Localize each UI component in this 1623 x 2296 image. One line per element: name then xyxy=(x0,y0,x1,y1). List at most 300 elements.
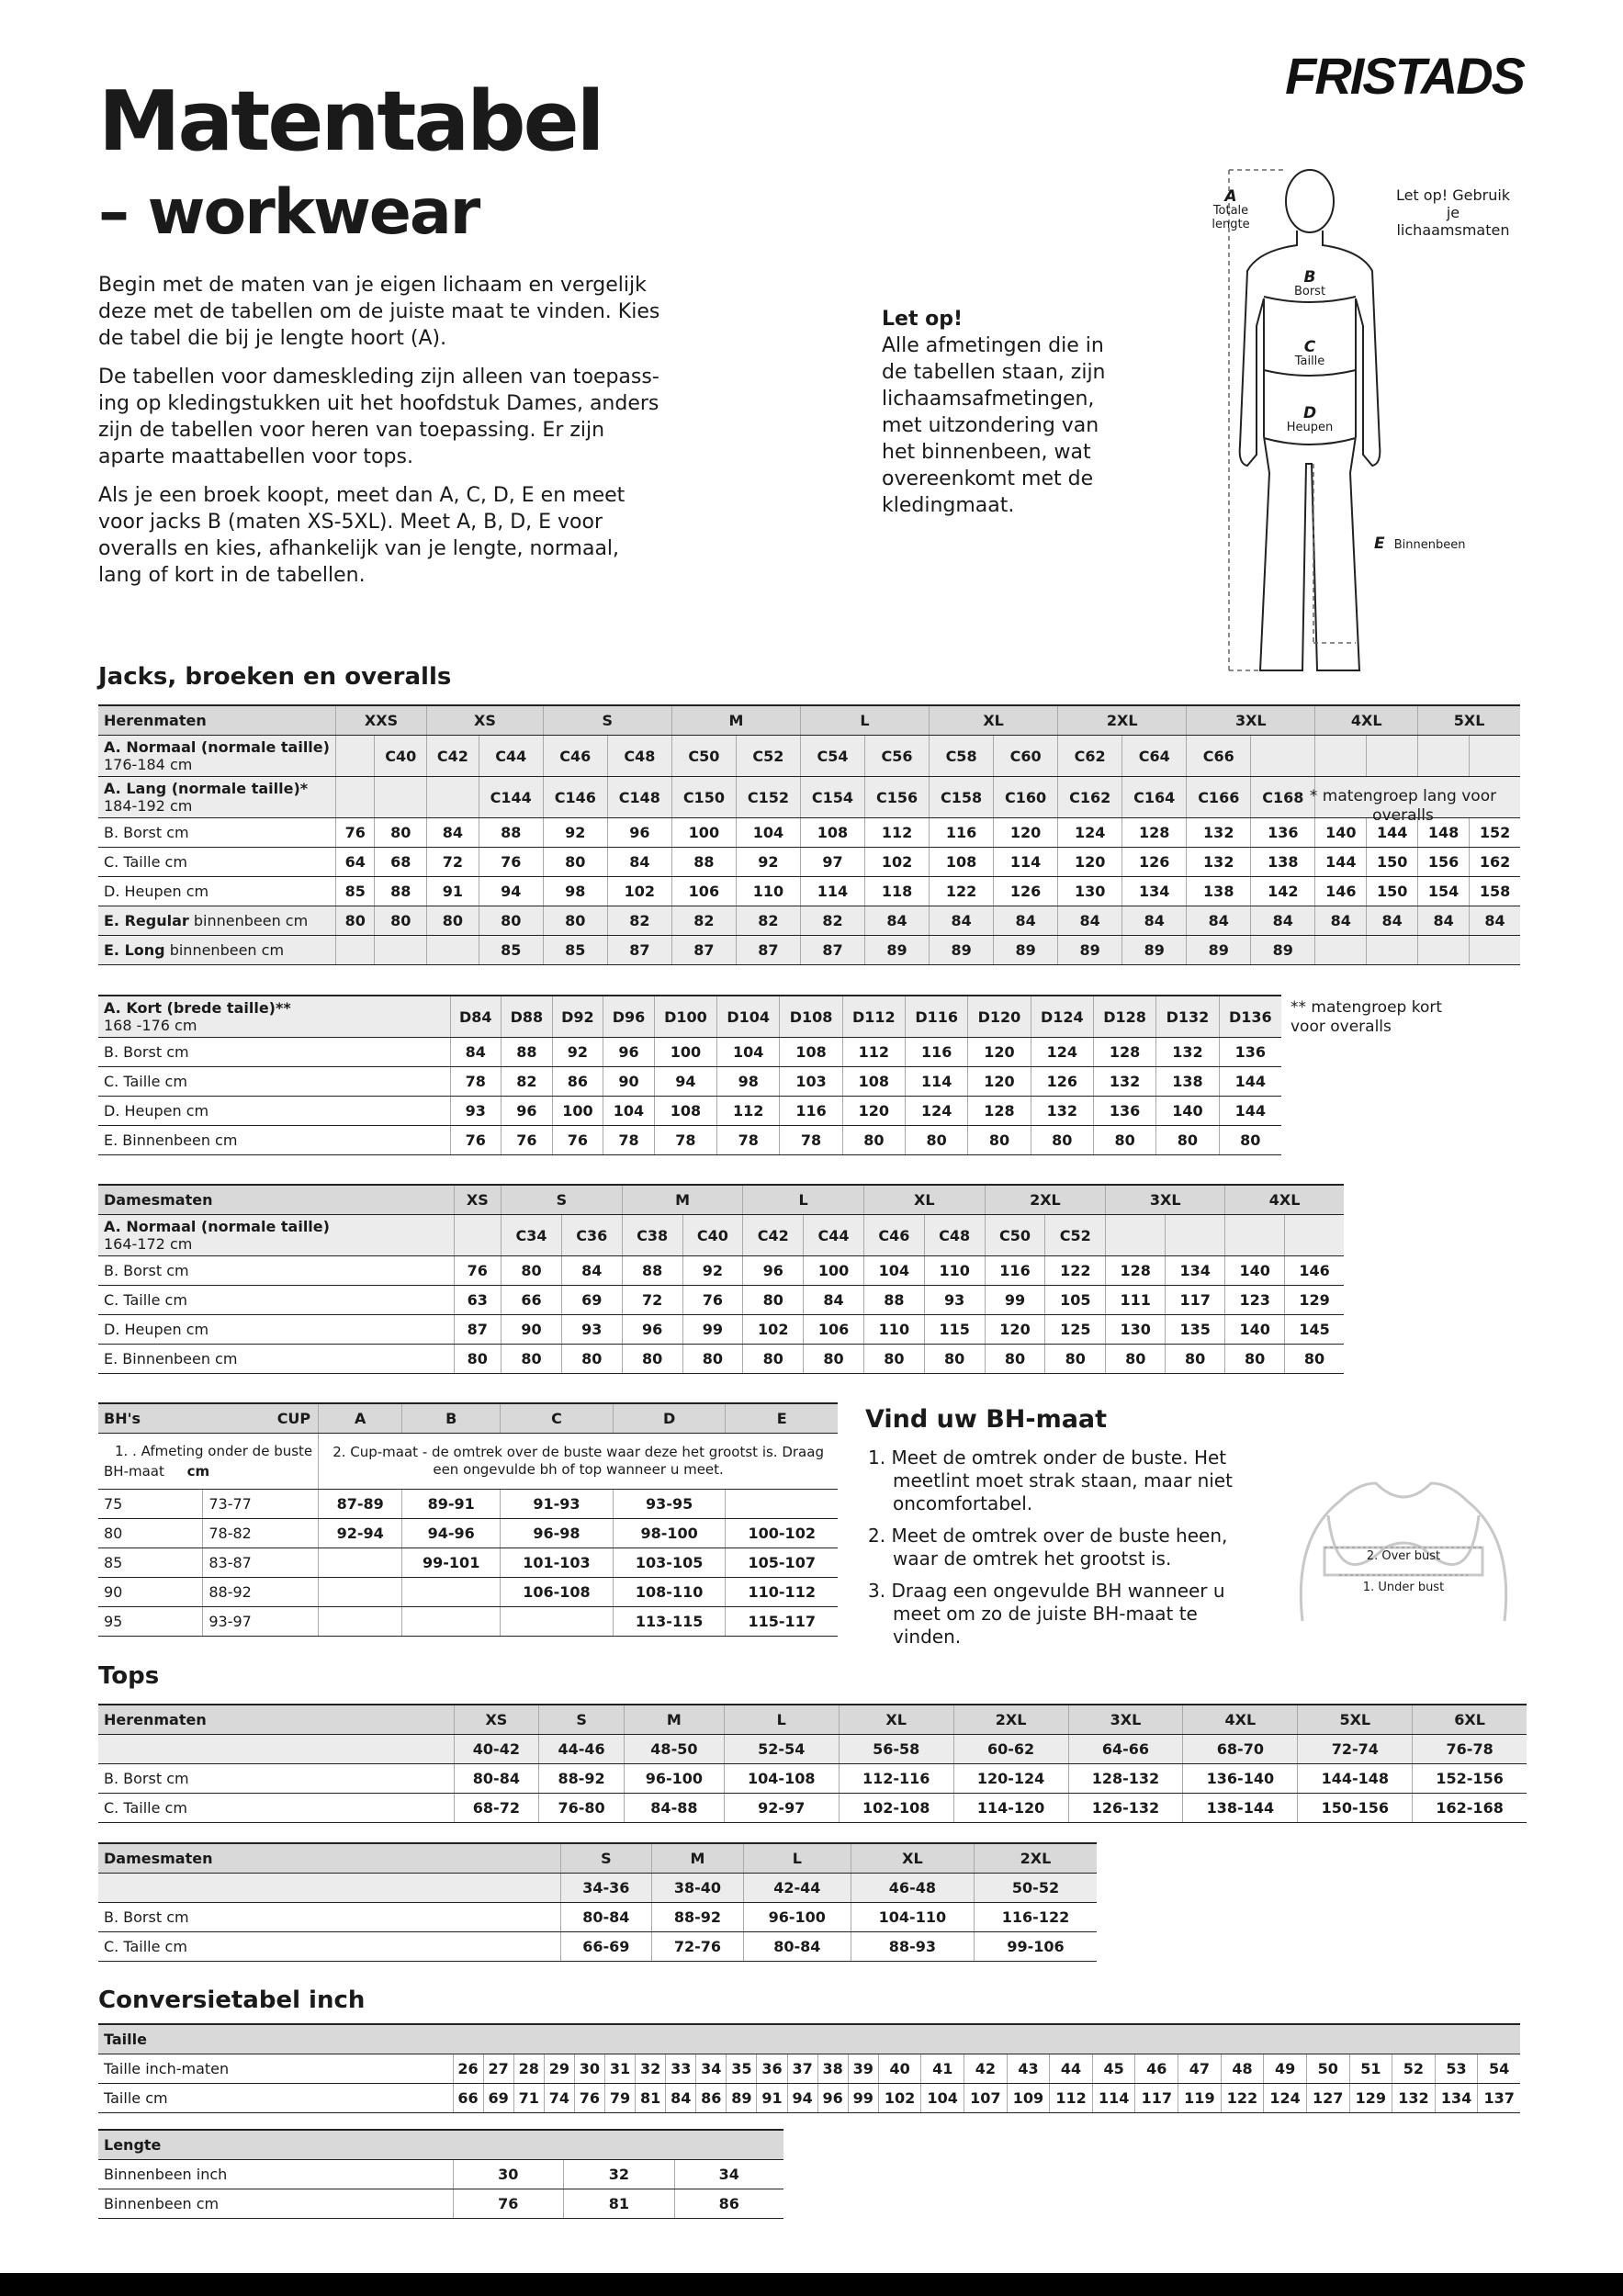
size-code: C146 xyxy=(543,777,607,818)
bra-size: 90 xyxy=(98,1578,203,1607)
tops-women-table xyxy=(98,1842,1097,1962)
table-cell: 80 xyxy=(543,848,607,877)
size-header: S xyxy=(539,1705,625,1735)
table-cell: 85 xyxy=(479,936,543,965)
table-cell: 80 xyxy=(375,818,427,848)
table-cell: 44 xyxy=(1050,2054,1093,2084)
table-cell: 88-92 xyxy=(652,1903,744,1932)
table-cell: 98 xyxy=(717,1067,780,1097)
women-normal-row xyxy=(98,1215,1344,1256)
table-cell: 94 xyxy=(654,1067,716,1097)
table-cell: 80 xyxy=(335,906,374,936)
table-cell: 116-122 xyxy=(975,1903,1098,1932)
table-cell: 144 xyxy=(1367,818,1418,848)
table-cell: 80 xyxy=(906,1126,968,1155)
table-cell: 152-156 xyxy=(1413,1764,1527,1794)
women-row xyxy=(98,1256,1344,1286)
row-label: E. Long binnenbeen cm xyxy=(98,936,335,965)
bra-header-row xyxy=(98,1403,838,1434)
figure-b-letter: B xyxy=(1303,268,1316,287)
table-cell: 87 xyxy=(736,936,800,965)
table-cell: 114 xyxy=(1092,2084,1135,2113)
size-header: L xyxy=(743,1843,851,1874)
table-cell: 93 xyxy=(450,1097,502,1126)
table-cell: 76 xyxy=(454,1256,502,1286)
table-cell: 89 xyxy=(1058,936,1122,965)
table-cell: 84 xyxy=(1470,906,1520,936)
table-cell: 124 xyxy=(1264,2084,1307,2113)
table-cell: 132 xyxy=(1187,848,1251,877)
table-cell: 84 xyxy=(1122,906,1187,936)
table-cell: 66 xyxy=(502,1286,562,1315)
short-row xyxy=(98,1126,1281,1155)
short-row xyxy=(98,1067,1281,1097)
size-header: L xyxy=(743,1185,864,1215)
size-code: C46 xyxy=(543,736,607,777)
table-cell: 145 xyxy=(1285,1315,1344,1345)
table-cell xyxy=(1418,936,1470,965)
size-header: XL xyxy=(839,1705,953,1735)
table-cell: 104 xyxy=(717,1038,780,1067)
table-cell: 90 xyxy=(502,1315,562,1345)
table-cell: 78 xyxy=(717,1126,780,1155)
size-code: C166 xyxy=(1187,777,1251,818)
table-cell: 49 xyxy=(1264,2054,1307,2084)
tops-women-header-row xyxy=(98,1843,1097,1874)
table-cell: 112 xyxy=(1050,2084,1093,2113)
size-header: S xyxy=(502,1185,623,1215)
table-cell: 78 xyxy=(603,1126,655,1155)
table-cell: 92 xyxy=(552,1038,603,1067)
men-row-taille xyxy=(98,848,1520,877)
table-cell: 84 xyxy=(930,906,994,936)
table-cell: 114 xyxy=(994,848,1058,877)
section-title-conversion: Conversietabel inch xyxy=(98,1986,366,2014)
size-range: 72-74 xyxy=(1298,1735,1413,1764)
waist-conversion-table xyxy=(98,2023,1520,2113)
table-cell: 94 xyxy=(479,877,543,906)
table-cell: 104 xyxy=(736,818,800,848)
table-cell: 124 xyxy=(1058,818,1122,848)
size-header: 2XL xyxy=(953,1705,1068,1735)
intro-text xyxy=(98,272,668,601)
table-cell: 80 xyxy=(622,1345,682,1374)
tops-men-range-row xyxy=(98,1735,1527,1764)
table-cell: 84 xyxy=(1418,906,1470,936)
table-cell: 108 xyxy=(780,1038,842,1067)
table-cell: 106 xyxy=(671,877,736,906)
table-cell: 140 xyxy=(1315,818,1367,848)
size-code: C64 xyxy=(1122,736,1187,777)
size-header: L xyxy=(724,1705,839,1735)
size-code: C144 xyxy=(479,777,543,818)
size-code: C58 xyxy=(930,736,994,777)
table-cell: 80-84 xyxy=(560,1903,652,1932)
table-cell: 93-95 xyxy=(613,1490,726,1519)
row-label: Taille inch-maten xyxy=(98,2054,453,2084)
table-cell: 120 xyxy=(968,1038,1031,1067)
table-cell: 80 xyxy=(985,1345,1045,1374)
table-cell: 115 xyxy=(924,1315,985,1345)
table-cell: 150 xyxy=(1367,877,1418,906)
size-code xyxy=(335,736,374,777)
size-code: C52 xyxy=(1045,1215,1106,1256)
table-cell: 89 xyxy=(930,936,994,965)
table-cell: 112 xyxy=(842,1038,905,1067)
table-cell: 78 xyxy=(450,1067,502,1097)
size-code: D104 xyxy=(717,996,780,1038)
table-cell: 110-112 xyxy=(726,1578,838,1607)
table-cell: 120 xyxy=(1058,848,1122,877)
size-code: D124 xyxy=(1031,996,1093,1038)
size-code: D92 xyxy=(552,996,603,1038)
table-cell: 128-132 xyxy=(1068,1764,1183,1794)
table-cell: 84 xyxy=(427,818,479,848)
bra-row xyxy=(98,1490,838,1519)
table-cell: 80 xyxy=(743,1286,804,1315)
table-cell: 140 xyxy=(1156,1097,1219,1126)
table-cell xyxy=(402,1607,501,1637)
table-cell: 89 xyxy=(727,2084,757,2113)
size-code: C52 xyxy=(736,736,800,777)
table-cell: 92-94 xyxy=(319,1519,402,1548)
table-cell: 144 xyxy=(1219,1067,1281,1097)
figure-d-label xyxy=(1282,404,1337,434)
table-cell xyxy=(319,1578,402,1607)
table-cell: 98 xyxy=(543,877,607,906)
table-cell: 52 xyxy=(1392,2054,1436,2084)
bra-cm: 83-87 xyxy=(203,1548,319,1578)
table-cell xyxy=(1315,936,1367,965)
table-cell: 69 xyxy=(561,1286,622,1315)
length-cm-row xyxy=(98,2189,783,2219)
table-cell: 34 xyxy=(674,2160,783,2189)
row-label: Binnenbeen cm xyxy=(98,2189,453,2219)
size-code: C148 xyxy=(607,777,671,818)
table-cell: 80 xyxy=(427,906,479,936)
table-cell: 80 xyxy=(1156,1126,1219,1155)
table-cell: 72 xyxy=(427,848,479,877)
table-cell xyxy=(1470,936,1520,965)
size-range: 76-78 xyxy=(1413,1735,1527,1764)
size-range: 42-44 xyxy=(743,1874,851,1903)
table-cell: 54 xyxy=(1478,2054,1520,2084)
table-cell: 112 xyxy=(717,1097,780,1126)
table-cell: 80-84 xyxy=(454,1764,539,1794)
figure-b-label xyxy=(1282,268,1337,298)
size-header: XS xyxy=(454,1185,502,1215)
table-cell: 86 xyxy=(696,2084,727,2113)
size-range: 60-62 xyxy=(953,1735,1068,1764)
section-title-tops: Tops xyxy=(98,1662,160,1690)
table-cell: 53 xyxy=(1435,2054,1478,2084)
table-cell: 138 xyxy=(1187,877,1251,906)
table-cell: 127 xyxy=(1306,2084,1349,2113)
short-label: A. Kort (brede taille)** 168 -176 cm xyxy=(98,996,450,1038)
table-cell: 86 xyxy=(552,1067,603,1097)
table-cell: 86 xyxy=(674,2189,783,2219)
table-cell: 108 xyxy=(800,818,864,848)
table-cell: 93 xyxy=(924,1286,985,1315)
table-cell: 81 xyxy=(636,2084,666,2113)
table-cell: 115-117 xyxy=(726,1607,838,1637)
table-cell: 108 xyxy=(930,848,994,877)
table-cell: 88 xyxy=(375,877,427,906)
table-cell: 66 xyxy=(453,2084,483,2113)
men-row-heupen xyxy=(98,877,1520,906)
women-row xyxy=(98,1286,1344,1315)
table-cell: 104-110 xyxy=(851,1903,974,1932)
tops-men-row xyxy=(98,1794,1527,1823)
waist-inch-row xyxy=(98,2054,1520,2084)
men-normal-label: A. Normaal (normale taille) 176-184 cm xyxy=(98,736,335,777)
table-cell: 32 xyxy=(636,2054,666,2084)
table-cell: 104 xyxy=(921,2084,964,2113)
size-header: 3XL xyxy=(1187,705,1315,736)
table-cell: 110 xyxy=(924,1256,985,1286)
table-cell: 109 xyxy=(1007,2084,1050,2113)
short-row xyxy=(98,1097,1281,1126)
table-cell: 120-124 xyxy=(953,1764,1068,1794)
row-label: C. Taille cm xyxy=(98,1286,454,1315)
bra-row xyxy=(98,1578,838,1607)
table-cell: 93 xyxy=(561,1315,622,1345)
figure-d-letter: D xyxy=(1302,404,1317,422)
size-header: 5XL xyxy=(1298,1705,1413,1735)
table-cell: 38 xyxy=(817,2054,848,2084)
table-cell: 30 xyxy=(453,2160,564,2189)
size-code xyxy=(1470,736,1520,777)
table-cell: 150 xyxy=(1367,848,1418,877)
row-label: D. Heupen cm xyxy=(98,1097,450,1126)
table-cell: 162 xyxy=(1470,848,1520,877)
table-cell: 102 xyxy=(607,877,671,906)
size-header: S xyxy=(560,1843,652,1874)
size-range: 38-40 xyxy=(652,1874,744,1903)
table-cell: 96-100 xyxy=(743,1903,851,1932)
table-cell: 114-120 xyxy=(953,1794,1068,1823)
table-cell: 154 xyxy=(1418,877,1470,906)
size-code: C60 xyxy=(994,736,1058,777)
bra-figure xyxy=(1284,1446,1523,1630)
row-label: C. Taille cm xyxy=(98,848,335,877)
row-label xyxy=(98,1874,560,1903)
bra-cm: 78-82 xyxy=(203,1519,319,1548)
size-code: C42 xyxy=(427,736,479,777)
table-cell: 36 xyxy=(757,2054,787,2084)
table-cell: 100 xyxy=(552,1097,603,1126)
figure-e-letter: E xyxy=(1374,535,1385,553)
size-header: XXS xyxy=(335,705,426,736)
bra-row xyxy=(98,1548,838,1578)
table-cell: 89-91 xyxy=(402,1490,501,1519)
table-cell: 64 xyxy=(335,848,374,877)
size-code: C40 xyxy=(375,736,427,777)
bra-guide-steps xyxy=(868,1446,1263,1658)
table-cell: 94-96 xyxy=(402,1519,501,1548)
table-cell: 84 xyxy=(1251,906,1315,936)
table-cell: 28 xyxy=(513,2054,544,2084)
table-cell: 140 xyxy=(1225,1315,1285,1345)
cup-header: A xyxy=(319,1403,402,1434)
women-size-header-row xyxy=(98,1185,1344,1215)
table-cell: 32 xyxy=(564,2160,675,2189)
table-cell: 94 xyxy=(787,2084,817,2113)
table-cell: 84 xyxy=(1058,906,1122,936)
size-header: XL xyxy=(930,705,1058,736)
table-cell xyxy=(335,936,374,965)
tops-men-header-label: Herenmaten xyxy=(98,1705,454,1735)
size-code: C44 xyxy=(479,736,543,777)
table-cell: 116 xyxy=(906,1038,968,1067)
table-cell: 108 xyxy=(654,1097,716,1126)
size-code: D96 xyxy=(603,996,655,1038)
table-cell: 76 xyxy=(574,2084,604,2113)
table-cell: 96 xyxy=(607,818,671,848)
table-cell: 113-115 xyxy=(613,1607,726,1637)
table-cell: 114 xyxy=(906,1067,968,1097)
bra-cm: 73-77 xyxy=(203,1490,319,1519)
size-code: C154 xyxy=(800,777,864,818)
men-size-header-row xyxy=(98,705,1520,736)
size-code xyxy=(1367,736,1418,777)
table-cell: 89 xyxy=(1122,936,1187,965)
size-code: C160 xyxy=(994,777,1058,818)
tops-men-header-row xyxy=(98,1705,1527,1735)
table-cell: 116 xyxy=(930,818,994,848)
size-header: 3XL xyxy=(1106,1185,1225,1215)
table-cell: 124 xyxy=(906,1097,968,1126)
table-cell: 134 xyxy=(1435,2084,1478,2113)
table-cell: 120 xyxy=(968,1067,1031,1097)
size-code: C46 xyxy=(863,1215,924,1256)
table-cell: 129 xyxy=(1349,2084,1392,2113)
table-cell: 35 xyxy=(727,2054,757,2084)
cup-header: D xyxy=(613,1403,726,1434)
women-normal-label: A. Normaal (normale taille) 164-172 cm xyxy=(98,1215,454,1256)
size-code: C66 xyxy=(1187,736,1251,777)
figure-c-label xyxy=(1282,338,1337,368)
size-code: D108 xyxy=(780,996,842,1038)
cup-header: B xyxy=(402,1403,501,1434)
table-cell: 136-140 xyxy=(1183,1764,1298,1794)
table-cell: 29 xyxy=(544,2054,574,2084)
table-cell: 82 xyxy=(671,906,736,936)
table-cell: 76 xyxy=(479,848,543,877)
size-code: C54 xyxy=(800,736,864,777)
table-cell: 76 xyxy=(502,1126,553,1155)
page-subtitle: – workwear xyxy=(98,176,479,249)
table-cell: 46 xyxy=(1135,2054,1178,2084)
table-cell: 88-93 xyxy=(851,1932,974,1962)
table-cell: 107 xyxy=(964,2084,1008,2113)
table-cell: 51 xyxy=(1349,2054,1392,2084)
under-bust-label: 1. Under bust xyxy=(1362,1581,1445,1594)
table-cell: 128 xyxy=(968,1097,1031,1126)
size-code: D120 xyxy=(968,996,1031,1038)
table-cell: 122 xyxy=(930,877,994,906)
table-cell: 104-108 xyxy=(724,1764,839,1794)
size-range: 40-42 xyxy=(454,1735,539,1764)
intro-paragraph: Als je een broek koopt, meet dan A, C, D, E en meet voor jacks B (maten XS-5XL). Meet A, B, D, E voor overalls en kies, afhankelijk van je lengte, normaal, lang of kort in de tabellen. xyxy=(98,484,626,587)
cup-header: E xyxy=(726,1403,838,1434)
table-cell: 89 xyxy=(1251,936,1315,965)
size-range: 46-48 xyxy=(851,1874,974,1903)
size-code: D128 xyxy=(1093,996,1155,1038)
table-cell: 30 xyxy=(574,2054,604,2084)
size-code: C44 xyxy=(804,1215,864,1256)
row-label: C. Taille cm xyxy=(98,1794,454,1823)
table-cell: 84 xyxy=(804,1286,864,1315)
table-cell: 97 xyxy=(800,848,864,877)
size-header: XS xyxy=(454,1705,539,1735)
table-cell: 89 xyxy=(1187,936,1251,965)
table-cell xyxy=(375,936,427,965)
table-cell: 108-110 xyxy=(613,1578,726,1607)
figure-a-text: Totale lengte xyxy=(1212,204,1250,231)
table-cell: 80 xyxy=(543,906,607,936)
table-cell: 144 xyxy=(1315,848,1367,877)
table-cell: 126 xyxy=(1031,1067,1093,1097)
tops-women-header-label: Damesmaten xyxy=(98,1843,560,1874)
table-cell: 148 xyxy=(1418,818,1470,848)
table-cell: 80 xyxy=(502,1256,562,1286)
table-cell: 110 xyxy=(736,877,800,906)
length-inch-row xyxy=(98,2160,783,2189)
table-cell xyxy=(427,936,479,965)
row-label: E. Regular binnenbeen cm xyxy=(98,906,335,936)
table-cell: 108 xyxy=(842,1067,905,1097)
size-range: 64-66 xyxy=(1068,1735,1183,1764)
table-cell: 87 xyxy=(607,936,671,965)
table-cell: 80 xyxy=(1225,1345,1285,1374)
table-cell: 84 xyxy=(1315,906,1367,936)
size-code: C38 xyxy=(622,1215,682,1256)
size-code xyxy=(375,777,427,818)
table-cell: 99-101 xyxy=(402,1548,501,1578)
table-cell: 92 xyxy=(682,1256,743,1286)
table-cell: 124 xyxy=(1031,1038,1093,1067)
table-cell: 130 xyxy=(1106,1315,1166,1345)
table-cell: 76-80 xyxy=(539,1794,625,1823)
table-cell: 119 xyxy=(1178,2084,1222,2113)
table-cell: 137 xyxy=(1478,2084,1520,2113)
table-cell: 110 xyxy=(863,1315,924,1345)
table-cell: 125 xyxy=(1045,1315,1106,1345)
table-cell: 146 xyxy=(1285,1256,1344,1286)
table-cell: 123 xyxy=(1225,1286,1285,1315)
size-code xyxy=(1225,1215,1285,1256)
table-cell: 76 xyxy=(682,1286,743,1315)
table-cell: 84 xyxy=(865,906,930,936)
table-cell: 80-84 xyxy=(743,1932,851,1962)
size-code: C162 xyxy=(1058,777,1122,818)
table-cell: 150-156 xyxy=(1298,1794,1413,1823)
length-conversion-table xyxy=(98,2129,783,2219)
short-note: ** matengroep kort voor overalls xyxy=(1291,998,1443,1036)
table-cell: 80 xyxy=(479,906,543,936)
men-size-table xyxy=(98,704,1520,965)
table-cell: 140 xyxy=(1225,1256,1285,1286)
table-cell: 42 xyxy=(964,2054,1008,2084)
size-code xyxy=(1418,736,1470,777)
page-title: Matentabel xyxy=(98,73,603,170)
long-note: * matengroep lang voor overalls xyxy=(1309,787,1497,825)
table-cell: 138-144 xyxy=(1183,1794,1298,1823)
size-code: C34 xyxy=(502,1215,562,1256)
table-cell: 92 xyxy=(736,848,800,877)
table-cell: 80 xyxy=(924,1345,985,1374)
